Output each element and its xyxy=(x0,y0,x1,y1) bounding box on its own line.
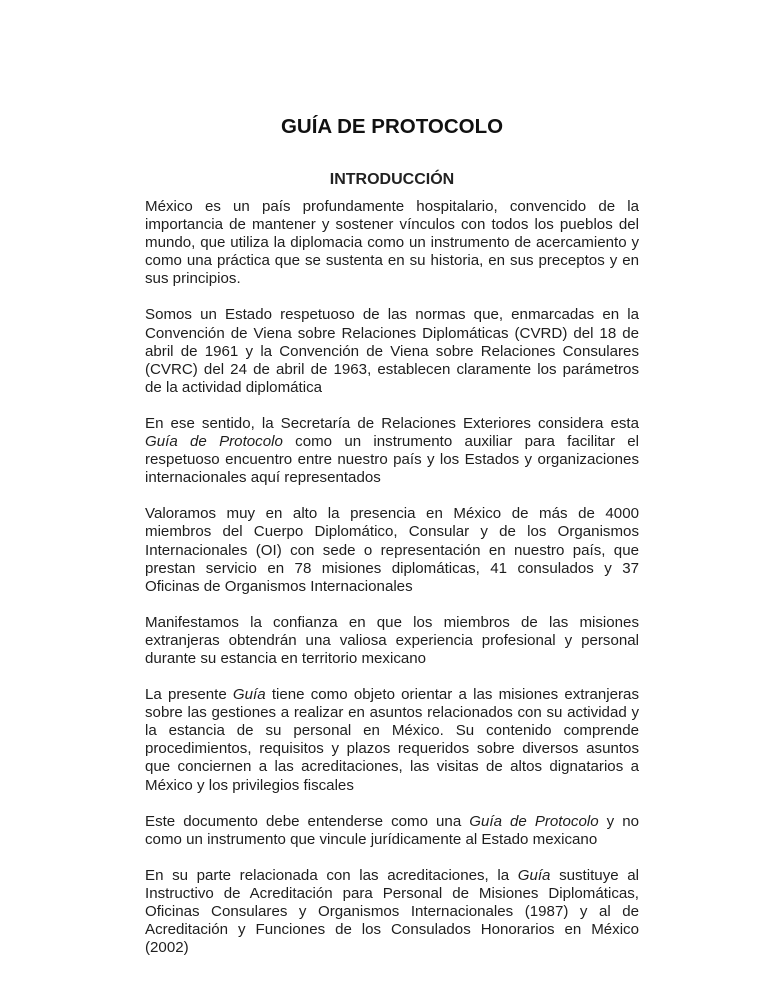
paragraph-text: México es un país profundamente hospitalario, convencido de la importancia de mantener y sostener vínculos con todos los pueblos del mundo, que utiliza la diplomacia como un instrumento de acercamiento y como una práctica que se sustenta en su historia, en sus preceptos y en sus principios. xyxy=(145,198,639,288)
paragraph-4 xyxy=(145,505,639,595)
italic-title-reference: Guía de Protocolo xyxy=(145,433,283,451)
italic-title-reference: Guía de Protocolo xyxy=(469,812,599,830)
paragraph-2 xyxy=(145,306,639,396)
paragraph-text: Somos un Estado respetuoso de las normas que, enmarcadas en la Convención de Viena sobre Relaciones Diplomáticas (CVRD) del 18 de abril de 1961 y la Convención de Viena sobre Relaciones Consulares (CVRC) del 24 de abril de 1963, establecen claramente los parámetros de la actividad diplomática xyxy=(145,306,639,396)
section-heading: INTRODUCCIÓN xyxy=(329,171,455,188)
paragraph-1 xyxy=(145,198,639,288)
document-body xyxy=(145,198,639,975)
italic-title-reference: Guía xyxy=(517,866,551,884)
paragraph-text: Este documento debe entenderse como una xyxy=(145,812,470,830)
paragraph-6 xyxy=(145,686,639,795)
paragraph-7 xyxy=(145,813,639,849)
paragraph-5 xyxy=(145,614,639,668)
paragraph-text: como un instrumento auxiliar para facilitar el respetuoso encuentro entre nuestro país y los Estados y organizaciones internacionales aquí representados xyxy=(145,433,639,487)
paragraph-text: En ese sentido, la Secretaría de Relaciones Exteriores considera esta xyxy=(145,414,639,432)
paragraph-text: En su parte relacionada con las acreditaciones, la xyxy=(145,866,518,884)
document-title: GUÍA DE PROTOCOLO xyxy=(280,115,504,138)
paragraph-text: y no como un instrumento que vincule jurídicamente al Estado mexicano xyxy=(145,812,639,848)
paragraph-text: Valoramos muy en alto la presencia en México de más de 4000 miembros del Cuerpo Diplomático, Consular y de los Organismos Internacionales (OI) con sede o representación en nuestro país, que prestan servicio en 78 misiones diplomáticas, 41 consulados y 37 Oficinas de Organismos Internacionales xyxy=(145,505,639,595)
paragraph-text: tiene como objeto orientar a las misiones extranjeras sobre las gestiones a realizar en asuntos relacionados con su actividad y la estancia de su personal en México. Su contenido comprende procedimientos, requisitos y plazos requeridos sobre diversos asuntos que conciernen a las acreditaciones, las visitas de altos dignatarios a México y los privilegios fiscales xyxy=(145,686,639,794)
paragraph-3 xyxy=(145,415,639,487)
paragraph-text: sustituye al Instructivo de Acreditación para Personal de Misiones Diplomáticas, Oficinas Consulares y Organismos Internacionales (1987) y al de Acreditación y Funciones de los Consulados Honorarios en México (2002) xyxy=(145,866,640,957)
italic-title-reference: Guía xyxy=(232,686,266,704)
paragraph-text: La presente xyxy=(145,686,233,704)
paragraph-text: Manifestamos la confianza en que los miembros de las misiones extranjeras obtendrán una valiosa experiencia profesional y personal durante su estancia en territorio mexicano xyxy=(145,613,639,667)
paragraph-8 xyxy=(145,867,639,957)
